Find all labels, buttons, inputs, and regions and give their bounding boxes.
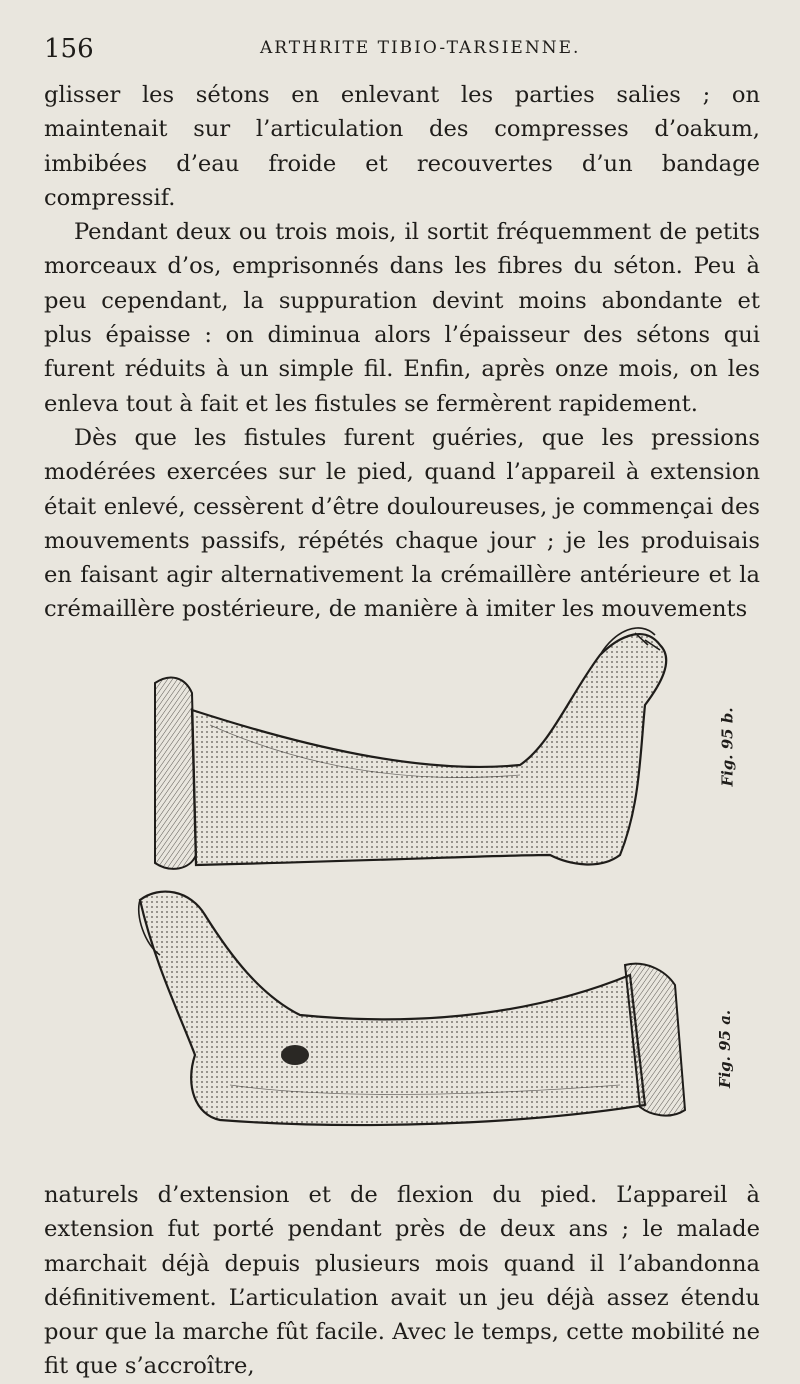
body-text-top <box>44 78 760 627</box>
paragraph: Pendant deux ou trois mois, il sortit fréquemment de petits morceaux d’os, emprisonnés dans les fibres du séton. Peu à peu cependant, la suppuration devint moins abondante et plus épaisse : on diminua alors l’épaisseur des sétons qui furent réduits à un simple fil. Enfin, après onze mois, on les enleva tout à fait et les fistules se fermèrent rapidement. <box>44 219 760 417</box>
paragraph: glisser les sétons en enlevant les parties salies ; on maintenait sur l’articulation des compresses d’oakum, imbibées d’eau froide et recouvertes d’un bandage compressif. <box>44 82 760 211</box>
fig-95a-drawing <box>139 892 685 1125</box>
body-text-bottom <box>44 1178 760 1384</box>
figure-label-b: Fig. 95 b. <box>718 707 737 787</box>
leg-illustration <box>100 615 740 1140</box>
running-title: ARTHRITE TIBIO-TARSIENNE. <box>260 38 581 58</box>
figure-label-a: Fig. 95 a. <box>716 1009 735 1089</box>
paragraph: naturels d’extension et de flexion du pied. L’appareil à extension fut porté pendant près de deux ans ; le malade marchait déjà depuis plusieurs mois quand il l’abandonna définitivement. L’articulation avait un jeu déjà assez étendu pour que la marche fût facile. Avec le temps, cette mobilité ne fit que s’accroître, <box>44 1182 760 1380</box>
page-header <box>44 34 760 64</box>
paragraph: Dès que les fistules furent guéries, que les pressions modérées exercées sur le pied, quand l’appareil à extension était enlevé, cessèrent d’être douloureuses, je commençai des mouvements passifs, répétés chaque jour ; je les produisais en faisant agir alternativement la crémaillère antérieure et la crémaillère postérieure, de manière à imiter les mouvements <box>44 424 760 623</box>
fig-95b-drawing <box>155 628 666 869</box>
page-number: 156 <box>44 34 94 64</box>
